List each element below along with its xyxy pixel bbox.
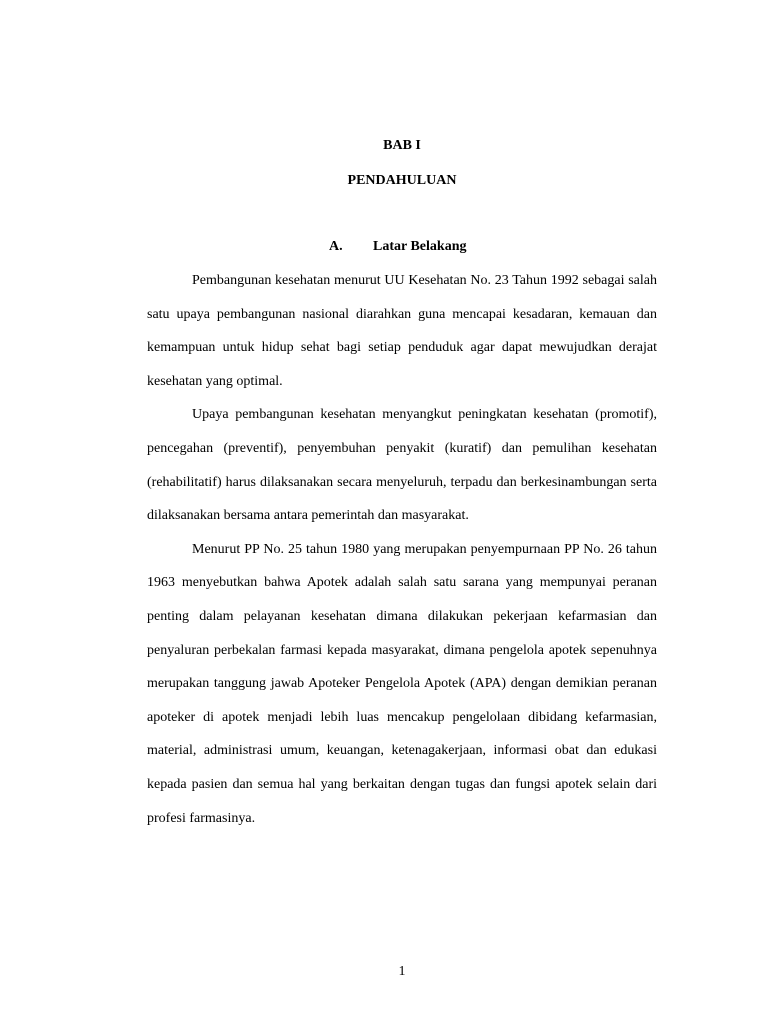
paragraph: Upaya pembangunan kesehatan menyangkut peningkatan kesehatan (promotif), pencegahan (preventif), penyembuhan penyakit (kuratif) dan pemulihan kesehatan (rehabilitatif) harus dilaksanakan secara menyeluruh, terpadu dan berkesinambungan serta dilaksanakan bersama antara pemerintah dan masyarakat. xyxy=(147,407,657,524)
section-number: A. xyxy=(329,239,343,254)
body-text xyxy=(147,264,657,835)
paragraph: Pembangunan kesehatan menurut UU Kesehatan No. 23 Tahun 1992 sebagai salah satu upaya pembangunan nasional diarahkan guna mencapai kesadaran, kemauan dan kemampuan untuk hidup sehat bagi setiap penduduk agar dapat mewujudkan derajat kesehatan yang optimal. xyxy=(147,273,657,389)
chapter-label: BAB I xyxy=(383,138,421,153)
section-heading xyxy=(329,239,466,255)
paragraph: Menurut PP No. 25 tahun 1980 yang merupakan penyempurnaan PP No. 26 tahun 1963 menyebutkan bahwa Apotek adalah salah satu sarana yang mempunyai peranan penting dalam pelayanan kesehatan dimana dilakukan pekerjaan kefarmasian dan penyaluran perbekalan farmasi kepada masyarakat, dimana pengelola apotek sepenuhnya merupakan tanggung jawab Apoteker Pengelola Apotek (APA) dengan demikian peranan apoteker di apotek menjadi lebih luas mencakup pengelolaan dibidang kefarmasian, material, administrasi umum, keuangan, ketenagakerjaan, informasi obat dan edukasi kepada pasien dan semua hal yang berkaitan dengan tugas dan fungsi apotek selain dari profesi farmasinya. xyxy=(147,541,657,826)
page-number: 1 xyxy=(398,964,406,979)
section-title: Latar Belakang xyxy=(373,239,467,254)
chapter-title: PENDAHULUAN xyxy=(347,173,457,188)
